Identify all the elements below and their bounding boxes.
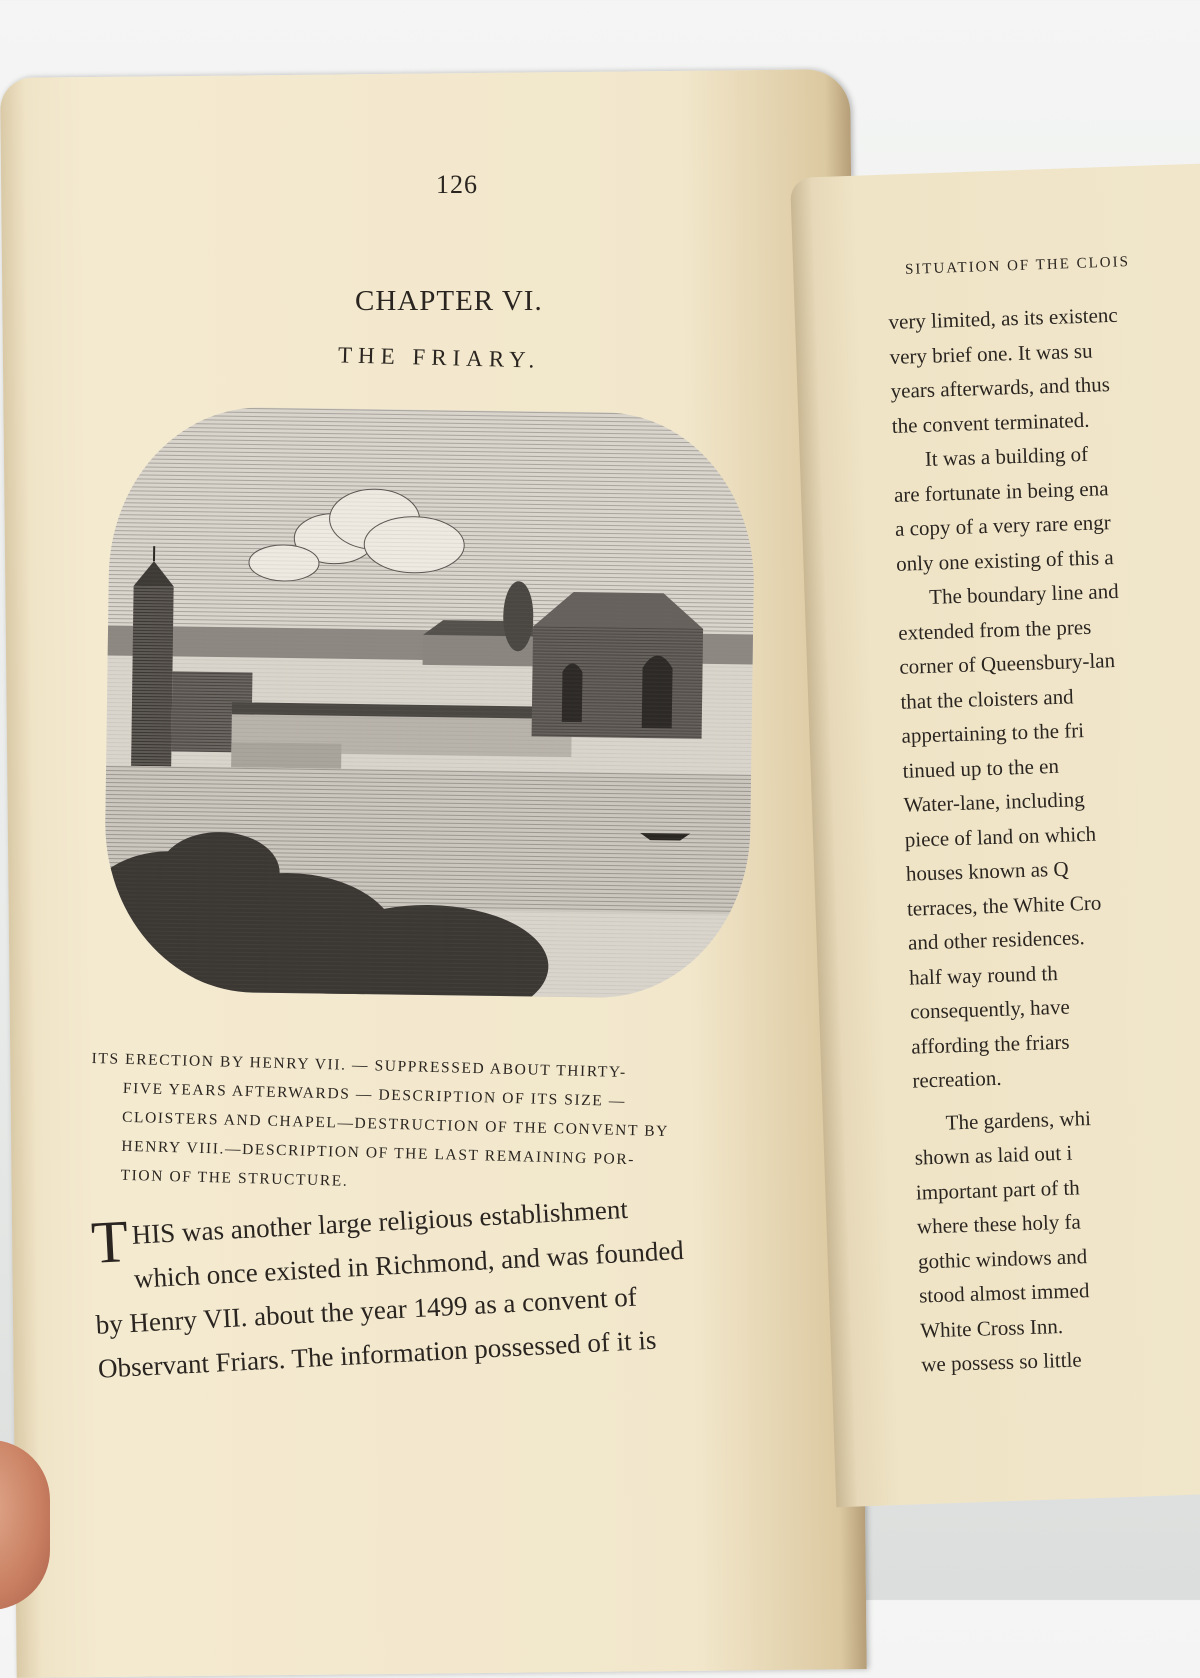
right-line: important part of th: [915, 1165, 1200, 1210]
body-line: by Henry VII. about the year 1499 as a convent of: [95, 1267, 776, 1347]
body-line: Observant Friars. The information possessed of it is: [97, 1311, 778, 1391]
right-line: that the cloisters and: [900, 674, 1200, 719]
right-line: corner of Queensbury-lan: [899, 640, 1200, 685]
right-line: Water-lane, including: [903, 778, 1200, 823]
synopsis-line: ITS ERECTION BY HENRY VII. — SUPPRESSED ABOUT THIRTY-: [91, 1044, 762, 1091]
synopsis-line: TION OF THE STRUCTURE.: [88, 1160, 759, 1207]
right-line: recreation.: [912, 1054, 1200, 1099]
right-line: the convent terminated.: [891, 398, 1200, 443]
right-line: affording the friars: [911, 1019, 1200, 1064]
right-line: houses known as Q: [905, 847, 1200, 892]
right-line: shown as laid out i: [914, 1131, 1200, 1176]
chapter-subtitle: THE FRIARY.: [338, 342, 541, 373]
synopsis-line: CLOISTERS AND CHAPEL—DESTRUCTION OF THE CONVENT BY: [90, 1102, 761, 1149]
friary-engraving-illustration: [98, 400, 761, 1009]
synopsis-line: HENRY VIII.—DESCRIPTION OF THE LAST REMAINING POR-: [89, 1131, 760, 1178]
right-line: extended from the pres: [898, 605, 1200, 650]
right-page-text: [888, 295, 1200, 1382]
running-header: SITUATION OF THE CLOIS: [905, 254, 1130, 279]
right-line: piece of land on which: [904, 812, 1200, 857]
right-line: where these holy fa: [916, 1200, 1200, 1245]
drop-cap: T: [90, 1213, 130, 1271]
right-line: a copy of a very rare engr: [895, 502, 1200, 547]
right-line: White Cross Inn.: [920, 1303, 1200, 1348]
right-line: half way round th: [909, 950, 1200, 995]
right-line: years afterwards, and thus: [890, 364, 1200, 409]
chapter-title: CHAPTER VI.: [355, 285, 543, 318]
body-line: which once existed in Richmond, and was founded: [92, 1223, 773, 1303]
right-line: appertaining to the fri: [901, 709, 1200, 754]
right-line: very brief one. It was su: [889, 329, 1200, 374]
right-line: consequently, have: [910, 985, 1200, 1030]
right-line: tinued up to the en: [902, 743, 1200, 788]
right-line: stood almost immed: [919, 1268, 1200, 1313]
right-line: are fortunate in being ena: [893, 467, 1200, 512]
page-number: 126: [436, 170, 478, 200]
right-line: The boundary line and: [897, 571, 1200, 616]
right-line: The gardens, whi: [913, 1096, 1200, 1141]
right-line: we possess so little: [921, 1337, 1200, 1382]
body-line: HIS was another large religious establishment: [90, 1179, 771, 1259]
right-line: terraces, the White Cro: [906, 881, 1200, 926]
chapter-opening-paragraph: [90, 1179, 778, 1390]
right-line: It was a building of: [892, 433, 1200, 478]
right-line: and other residences.: [908, 916, 1200, 961]
synopsis-line: FIVE YEARS AFTERWARDS — DESCRIPTION OF ITS SIZE —: [90, 1073, 761, 1120]
right-line: gothic windows and: [918, 1234, 1200, 1279]
chapter-synopsis: [88, 1044, 762, 1206]
right-line: very limited, as its existenc: [888, 295, 1200, 340]
right-line: only one existing of this a: [896, 536, 1200, 581]
